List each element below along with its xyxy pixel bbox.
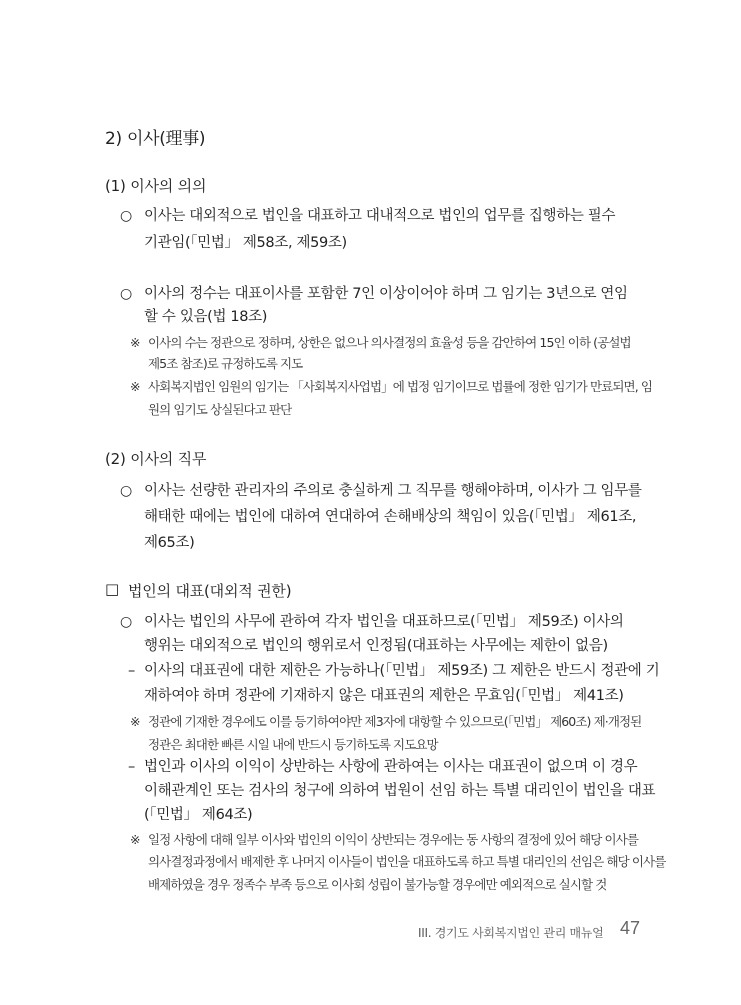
note-line: 정관은 최대한 빠른 시일 내에 반드시 등기하도록 지도요망 [148, 737, 438, 752]
square-bullet-icon: □ [105, 580, 119, 598]
paragraph-line: 이사는 대외적으로 법인을 대표하고 대내적으로 법인의 업무를 집행하는 필수 [144, 208, 616, 224]
page-number: 47 [620, 918, 641, 938]
footer-chapter: III. 경기도 사회복지법인 관리 매뉴얼 [418, 926, 604, 940]
paragraph-line: 이사의 정수는 대표이사를 포함한 7인 이상이어야 하며 그 임기는 3년으로 연임 [144, 286, 628, 302]
subsection-heading-2: (2) 이사의 직무 [105, 450, 207, 468]
bullet-item [120, 284, 136, 304]
note-line: 의사결정과정에서 배제한 후 나머지 이사들이 법인을 대표하도록 하고 특별 대리인의 선임은 해당 이사를 [148, 854, 666, 869]
dash-mark: – [128, 663, 135, 679]
note-line: 배제하였을 경우 정족수 부족 등으로 이사회 성립이 불가능할 경우에만 예외적으로 실시할 것 [148, 877, 607, 892]
subsection-heading-1: (1) 이사의 의의 [105, 177, 207, 195]
note-line: 제5조 참조)로 규정하도록 지도 [148, 356, 303, 371]
note-mark: ※ [130, 379, 140, 394]
circle-bullet-icon: ○ [120, 286, 132, 302]
note-line: 원의 임기도 상실된다고 판단 [148, 402, 292, 417]
paragraph-line: 해태한 때에는 법인에 대하여 연대하여 손해배상의 책임이 있음(「민법」 제61조, [144, 509, 637, 525]
note-mark: ※ [130, 832, 140, 847]
paragraph-line: 법인과 이사의 이익이 상반하는 사항에 관하여는 이사는 대표권이 없으며 이 경우 [144, 759, 638, 775]
circle-bullet-icon: ○ [120, 614, 132, 630]
note-line: 일정 사항에 대해 일부 이사와 법인의 이익이 상반되는 경우에는 동 사항의 결정에 있어 해당 이사를 [148, 832, 639, 847]
note-line: 이사의 수는 정관으로 정하며, 상한은 없으나 의사결정의 효율성 등을 감안하여 15인 이하 (공설법 [148, 335, 631, 350]
paragraph-line: 재하여야 하며 정관에 기재하지 않은 대표권의 제한은 무효임(「민법」 제41조) [144, 688, 624, 704]
paragraph-line: 할 수 있음(법 18조) [144, 309, 268, 325]
circle-bullet-icon: ○ [120, 483, 132, 499]
bullet-item [120, 481, 136, 501]
section-title: 2) 이사(理事) [105, 129, 206, 149]
bullet-item [120, 612, 136, 632]
note-mark: ※ [130, 714, 140, 729]
paragraph-line: (「민법」 제64조) [144, 807, 253, 823]
note-mark: ※ [130, 335, 140, 350]
dash-mark: – [128, 759, 135, 775]
paragraph-line: 이사는 선량한 관리자의 주의로 충실하게 그 직무를 행해야하며, 이사가 그 임무를 [144, 483, 642, 499]
paragraph-line: 이사의 대표권에 대한 제한은 가능하나(「민법」 제59조) 그 제한은 반드시 정관에 기 [144, 663, 660, 679]
paragraph-line: 이해관계인 또는 검사의 청구에 의하여 법원이 선임 하는 특별 대리인이 법인을 대표 [144, 783, 656, 799]
paragraph-line: 행위는 대외적으로 법인의 행위로서 인정됨(대표하는 사무에는 제한이 없음) [144, 638, 608, 654]
paragraph-line: 기관임(「민법」 제58조, 제59조) [144, 235, 347, 251]
note-line: 사회복지법인 임원의 임기는 「사회복지사업법」에 법정 임기이므로 법률에 정한 임기가 만료되면, 임 [148, 379, 653, 394]
section-heading-representation: 법인의 대표(대외적 권한) [128, 582, 292, 600]
paragraph-line: 제65조) [144, 535, 195, 551]
paragraph-line: 이사는 법인의 사무에 관하여 각자 법인을 대표하므로(「민법」 제59조) 이사의 [144, 614, 624, 630]
circle-bullet-icon: ○ [120, 208, 132, 224]
note-line: 정관에 기재한 경우에도 이를 등기하여야만 제3자에 대항할 수 있으므로(「민법」 제60조) 제·개정된 [148, 714, 642, 729]
bullet-item [120, 206, 136, 226]
